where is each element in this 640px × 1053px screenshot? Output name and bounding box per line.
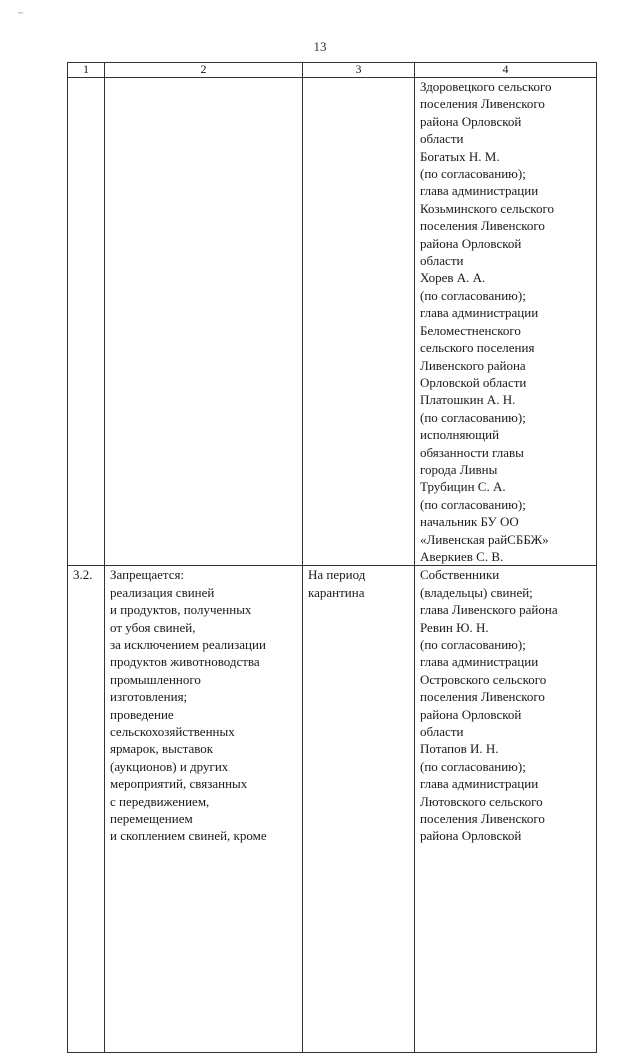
text-line: и продуктов, полученных [110,602,252,618]
text-line: реализация свиней [110,584,215,600]
text-line: промышленного [110,671,201,687]
text-line: (аукционов) и других [110,758,229,774]
text-line: Здоровецкого сельского [420,79,552,94]
text-line: ярмарок, выставок [110,741,214,757]
text-line: Лютовского сельского [420,793,543,809]
continued-col-3 [303,78,415,566]
text-line: изготовления; [110,689,188,705]
text-line: Хорев А. А. [420,270,486,286]
text-line: глава администрации [420,183,539,199]
text-line: Богатых Н. М. [420,148,500,164]
text-line: Запрещается: [110,567,185,583]
text-line: исполняющий [420,427,500,443]
header-col-2: 2 [105,63,303,78]
text-line: начальник БУ ОО [420,514,519,530]
header-col-1: 1 [68,63,105,78]
text-line: района Орловской [420,828,522,844]
text-line: (по согласованию); [420,409,526,425]
measure-cell [105,566,303,1053]
text-line: города Ливны [420,461,498,477]
row-number-cell [68,566,105,1053]
text-line: Ревин Ю. Н. [420,619,489,635]
text-line: (по согласованию); [420,637,526,652]
text-line: (по согласованию); [420,287,526,303]
text-line: мероприятий, связанных [110,776,248,792]
text-line: Беломестненского [420,322,521,338]
text-line: Козьминского сельского [420,200,554,216]
text-line: (владельцы) свиней; [420,584,533,600]
text-line: с передвижением, [110,793,210,809]
text-line: области [420,253,464,269]
document-table [67,62,597,1053]
text-line: карантина [308,584,365,600]
text-line: области [420,724,464,740]
text-line: Ливенского района [420,357,526,373]
text-line: Орловской области [420,374,527,390]
text-line: глава администрации [420,305,539,321]
text-line: (по согласованию); [420,496,526,512]
text-line: На период [308,567,366,583]
text-line: сельскохозяйственных [110,724,235,740]
text-line: сельского поселения [420,340,535,356]
page-number: 13 [313,39,327,54]
text-line: (по согласованию); [420,758,526,774]
responsible-cell [415,566,597,1053]
text-line: глава администрации [420,654,539,670]
text-line: области [420,131,464,147]
text-line: Аверкиев С. В. [420,548,504,564]
text-line: продуктов животноводства [110,654,260,670]
table-row-continued [68,78,597,566]
text-line: района Орловской [420,706,522,722]
text-line: поселения Ливенского [420,811,545,827]
text-line: поселения Ливенского [420,96,545,112]
text-line: Потапов И. Н. [420,741,499,757]
text-line: обязанности главы [420,444,524,460]
continued-responsible-cell [415,78,597,566]
text-line: глава администрации [420,776,539,792]
text-line: поселения Ливенского [420,689,545,705]
header-col-3: 3 [303,63,415,78]
row-number: 3.2. [73,567,93,583]
table-header-row [68,63,597,78]
scan-corner-mark: ~ [18,8,23,18]
text-line: района Орловской [420,235,522,251]
text-line: проведение [110,706,174,722]
text-line: поселения Ливенского [420,218,545,234]
period-cell [303,566,415,1053]
text-line: района Орловской [420,113,522,129]
table-row-3-2 [68,566,597,1053]
text-line: перемещением [110,811,193,827]
text-line: глава Ливенского района [420,602,558,618]
continued-col-1 [68,78,105,566]
text-line: Островского сельского [420,671,547,687]
text-line: Трубицин С. А. [420,479,506,495]
text-line: Платошкин А. Н. [420,392,516,408]
text-line: за исключением реализации [110,637,266,652]
text-line: «Ливенская райСББЖ» [420,531,549,547]
text-line: Собственники [420,567,500,583]
continued-col-2 [105,78,303,566]
header-col-4: 4 [415,63,597,78]
text-line: (по согласованию); [420,166,526,182]
text-line: и скоплением свиней, кроме [110,828,267,844]
text-line: от убоя свиней, [110,619,196,635]
